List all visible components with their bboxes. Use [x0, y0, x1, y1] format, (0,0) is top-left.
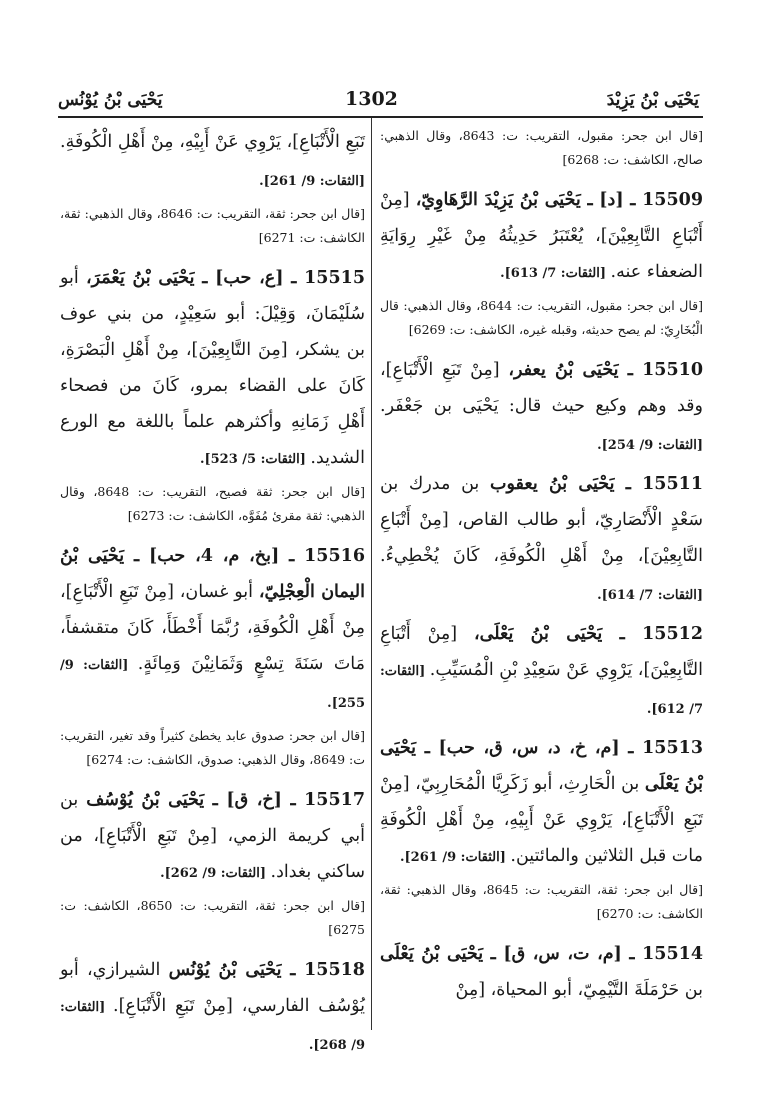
biography-entry [60, 952, 365, 1064]
entry-body: بن مدرك بن سَعْدٍ الْأَنْصَارِيّ، أبو طالب القاص، [مِنْ أَتْبَاعِ التَّابِعِيْنَ]، مِنْ أَهْلِ الْكُوفَةِ، كَانَ يُخْطِيءُ. [380, 474, 703, 566]
entry-heading: 15510 ـ يَحْيَى بْنُ يعفر، [508, 360, 703, 380]
entry-heading: 15517 ـ [خ، ق] ـ يَحْيَى بْنُ يُوْسُف [86, 790, 365, 810]
biography-entry [380, 466, 703, 614]
entry-body: [مِنْ تَبَعِ الْأَتْبَاعِ]، وقد وهم وكيع حيث قال: يَحْيَى بن جَعْفَر. [380, 360, 703, 416]
footnote: [قال ابن جحر: ثقة، التقريب: ت: 8645، وقال الذهبي: ثقة، الكاشف: ت: 6270] [380, 882, 704, 921]
source-reference: [الثقات: 9/ 254]. [597, 438, 703, 453]
source-reference: [الثقات: 7/ 613]. [500, 266, 611, 281]
source-reference: [الثقات: 7/ 612]. [380, 664, 703, 717]
biography-entry [60, 260, 365, 478]
footnote: [قال ابن جحر: ثقة فصيح، التقريب: ت: 8648، وقال الذهبي: ثقة مقرئ مُفَوَّه، الكاشف: ت: 6273] [60, 484, 365, 523]
entry-body: بن أبي كريمة الزمي، [مِنْ تَبَعِ الْأَتْبَاعِ]، من ساكني بغداد. [60, 790, 365, 882]
entry-heading: 15509 ـ [د] ـ يَحْيَى بْنُ يَزِيْدَ الرَّهَاوِيّ، [415, 190, 703, 210]
biography-entry [60, 782, 365, 892]
entry-body: بن الْحَارِثِ، أبو زَكَرِيَّا الْمُحَارِبِيّ، [مِنْ تَبَعِ الْأَتْبَاعِ]، يَرْوِي عَنْ أَبِيْهِ، مِنْ أَهْلِ الْكُوفَةِ مات قبل الثلاثين والمائتين. [380, 774, 703, 866]
biography-entry [380, 936, 703, 1008]
source-reference: [الثقات: 7/ 614]. [597, 588, 703, 603]
footnote: [قال ابن جحر: ثقة، التقريب: ت: 8646، وقال الذهبي: ثقة، الكاشف: ت: 6271] [60, 206, 366, 245]
biography-entry [380, 352, 703, 464]
page-number: 1302 [345, 88, 398, 110]
source-reference: [الثقات: 9/ 262]. [160, 866, 271, 881]
entry-body: أبو سُلَيْمَانَ، وَقِيْلَ: أبو سَعِيْدٍ، من بني عوف بن يشكر، [مِنَ التَّابِعِيْنَ]، مِنْ أَهْلِ الْبَصْرَةِ، كَانَ على القضاء بمرو، كَانَ من فصحاء أَهْلِ زَمَانِهِ وأكثرهم علماً باللغة مع الورع الشديد. [60, 268, 365, 468]
biography-entry [380, 182, 703, 292]
running-header-left: يَحْيَى بْنُ يُوْنُس [58, 90, 163, 110]
right-column [380, 124, 703, 1010]
source-reference: [الثقات: 5/ 523]. [199, 452, 311, 467]
left-column [60, 124, 365, 1066]
entry-heading: 15512 ـ يَحْيَى بْنُ يَعْلَى، [473, 624, 703, 644]
column-divider [371, 118, 372, 1030]
biography-entry [380, 730, 703, 876]
source-reference: [الثقات: 9/ 261]. [399, 850, 511, 865]
entry-body: [مِنْ أَتْبَاعِ التَّابِعِيْنَ]، يُعْتَبَرُ حَدِيثُهُ مِنْ غَيْرِ رِوَايَةِ الضعفاء عنه. [380, 190, 703, 282]
biography-entry [60, 538, 365, 722]
source-reference: [الثقات: 9/ 261]. [259, 174, 365, 189]
footnote: [قال ابن جحر: صدوق عابد يخطئ كثيراً وقد تغير، التقريب: ت: 8649، وقال الذهبي: صدوق، الكاشف: ت: 6274] [60, 728, 365, 767]
entry-heading: 15513 ـ [م، خ، د، س، ق، حب] ـ يَحْيَى بْنُ يَعْلَى [380, 738, 703, 794]
entry-body: أبو غسان، [مِنْ تَبَعِ الْأَتْبَاعِ]، مِنْ أَهْلِ الْكُوفَةِ، رُبَّمَا أَخْطَأَ، كَانَ متقشفاً، مَاتَ سَنَةَ تِسْعٍ وَثَمَانِيْنَ وَمِائَةٍ. [60, 582, 365, 674]
footnote: [قال ابن جحر: ثقة، التقريب: ت: 8650، الكاشف: ت: 6275] [60, 898, 366, 937]
entry-heading: 15516 ـ [بخ، م، 4، حب] ـ يَحْيَى بْنُ اليمان الْعِجْلِيّ، [60, 546, 365, 602]
header-rule [58, 116, 703, 118]
biography-entry [60, 124, 365, 200]
source-reference: [الثقات: 9/ 268]. [60, 1000, 365, 1053]
source-reference: [الثقات: 9/ 255]. [60, 658, 365, 711]
entry-body: [مِنْ أَتْبَاعِ التَّابِعِيْنَ]، يَرْوِي عَنْ سَعِيْدِ بْنِ الْمُسَيِّبِ. [380, 624, 703, 680]
footnote: [قال ابن جحر: مقبول، التقريب: ت: 8643، وقال الذهبي: صالح، الكاشف: ت: 6268] [380, 128, 703, 167]
footnote: [قال ابن جحر: مقبول، التقريب: ت: 8644، وقال الذهبي: قال الْبُخَارِيّ: لم يصح حديثه، وقبله غيره، الكاشف: ت: 6269] [380, 298, 704, 337]
entry-body: بن حَرْمَلَةَ التَّيْمِيّ، أبو المحياة، [مِنْ [455, 980, 703, 1000]
entry-heading: 15514 ـ [م، ت، س، ق] ـ يَحْيَى بْنُ يَعْلَى [380, 944, 703, 964]
entry-body: الشيرازي، أبو يُوْسُف الفارسي، [مِنْ تَبَعِ الْأَتْبَاعِ]. [60, 960, 365, 1016]
entry-heading: 15511 ـ يَحْيَى بْنُ يعقوب [490, 474, 704, 494]
entry-heading: 15518 ـ يَحْيَى بْنُ يُوْنُس [168, 960, 365, 980]
running-header-right: يَحْيَى بْنُ يَزِيْدَ [606, 90, 699, 110]
biography-entry [380, 616, 703, 728]
entry-body: تَبَعِ الْأَتْبَاعِ]، يَرْوِي عَنْ أَبِيْهِ، مِنْ أَهْلِ الْكُوفَةِ. [60, 132, 365, 152]
entry-heading: 15515 ـ [ع، حب] ـ يَحْيَى بْنُ يَعْمَرَ، [86, 268, 365, 288]
